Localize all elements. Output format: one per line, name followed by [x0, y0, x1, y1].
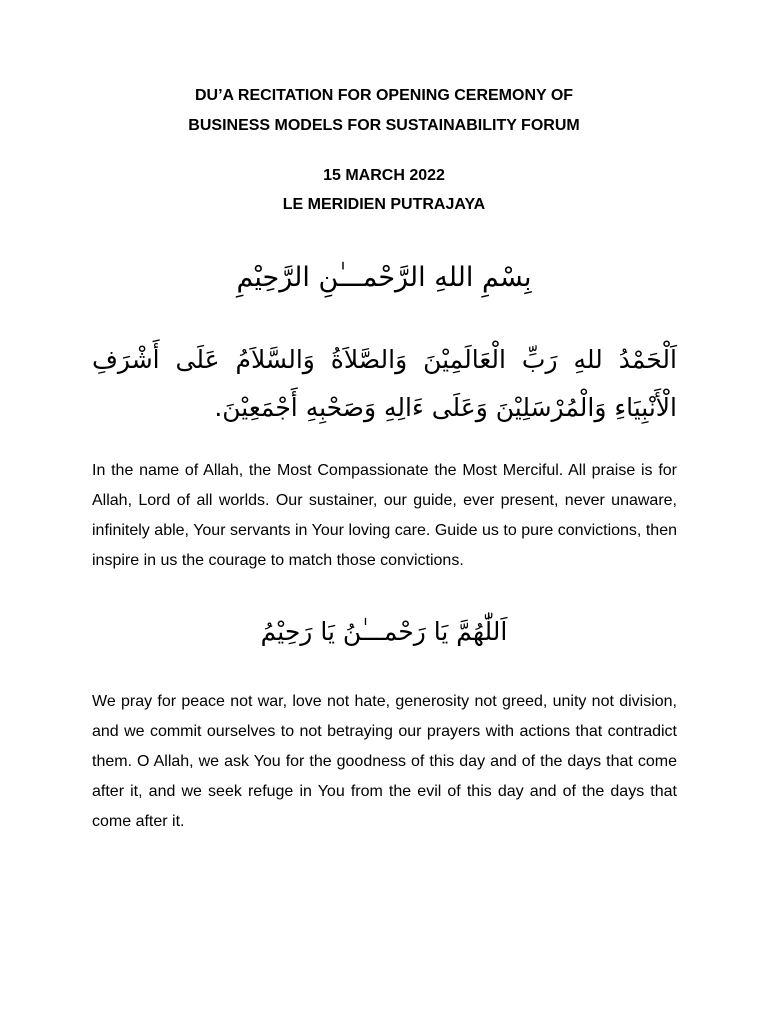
translation-paragraph: In the name of Allah, the Most Compassionate the Most Merciful. All praise is for Allah, Lord of all worlds. Our sustainer, our guide, ever present, never unaware, infinitely able, Your servants in Your loving care. Guide us to pure convictions, then inspire in us the courage to match those convictions.: [92, 462, 677, 569]
allahumma-arabic: اَللّٰهُمَّ يَا رَحْمـــٰنُ يَا رَحِيْمُ: [260, 617, 508, 646]
basmala-arabic: بِسْمِ اللهِ الرَّحْمـــٰنِ الرَّحِيْمِ: [236, 262, 532, 293]
praise-arabic: اَلْحَمْدُ للهِ رَبِّ الْعَالَمِيْنَ وَالصَّلاَةُ وَالسَّلاَمُ عَلَى أَشْرَفِ الْأَنْبِيَاءِ وَالْمُرْسَلِيْنَ وَعَلَى ءَالِهِ وَصَحْبِهِ أَجْمَعِيْنَ.: [92, 345, 677, 422]
title-line-2: BUSINESS MODELS FOR SUSTAINABILITY FORUM: [188, 117, 580, 134]
prayer-paragraph: We pray for peace not war, love not hate, generosity not greed, unity not division, and we commit ourselves to not betraying our prayers with actions that contradict them. O Allah, we ask You for the goodness of this day and of the days that come after it, and we seek refuge in You from the evil of this day and of the days that come after it.: [92, 693, 677, 830]
event-date: 15 MARCH 2022: [323, 167, 445, 184]
title-line-1: DU’A RECITATION FOR OPENING CEREMONY OF: [194, 87, 574, 104]
event-venue: LE MERIDIEN PUTRAJAYA: [282, 196, 486, 213]
